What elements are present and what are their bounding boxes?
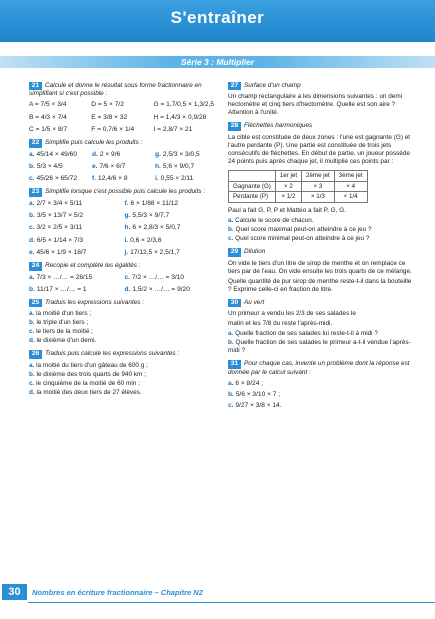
exercise-instruction: Traduis puis calcule les expressions suivantes :: [45, 350, 180, 358]
exercise-number: 22: [29, 139, 42, 147]
table-row: Perdante (P) × 1/2 × 1/3 × 1/4: [229, 192, 368, 203]
exercise-instruction: Simplifie puis calcule les produits :: [45, 139, 143, 147]
expression: d. 6/5 × 1/14 × 7/3: [29, 236, 84, 244]
expression: b. 5/6 × 3/10 × 7 ;: [228, 390, 281, 398]
expression: a. 7/3 × …/… = 28/15: [29, 273, 93, 281]
exercise-number: 30: [228, 299, 241, 307]
table-row: Gagnante (G) × 2 × 3 × 4: [229, 181, 368, 192]
exercise-instruction: Calcule et donne le résultat sous forme fractionnaire en simplifiant si c'est possible :: [29, 82, 202, 98]
expression: A = 7/5 × 3/4: [29, 101, 67, 109]
expression: c. 7/2 × …/… = 3/10: [124, 273, 185, 281]
expression: B = 4/3 × 7/4: [29, 113, 67, 121]
exercise-instruction: Simplifie lorsque c'est possible puis calcule les produits :: [45, 188, 205, 196]
exercise-text: Un primeur a vendu les 2/3 de ses salades le: [228, 310, 356, 318]
chapter-footer: Nombres en écriture fractionnaire – Chapitre N2: [32, 588, 203, 597]
exercise-24: [29, 262, 214, 294]
exercise-text: La cible est constituée de deux zones : l'une est gagnante (G) et l'autre perdante (P). Une partie est constituée de trois jets consécutifs de fléchettes. En début de partie, un joueur possède 24 points puis après chaque jet, il multiplie ces points par :: [228, 133, 411, 165]
table-header-row: 1er jet 2ème jet 3ème jet: [229, 170, 368, 181]
expression: D = 5 × 7/2: [91, 101, 124, 109]
expression-grid: [29, 151, 214, 184]
expression: h. 5,6 × 9/0,7: [155, 162, 195, 170]
expression: F = 0,7/6 × 1/4: [91, 125, 135, 133]
expression: f. 6 × 1/88 × 11/12: [124, 199, 179, 207]
expression: e. 7/6 × 6/7: [92, 162, 126, 170]
question: b. Quelle fraction de ses salades le primeur a-t-il vendue l'après-midi ?: [228, 339, 411, 355]
expression: i. 0,6 × 2/3,6: [124, 236, 162, 244]
exercise-29: [228, 248, 412, 293]
list-item: a. la moitié du tiers d'un gâteau de 600 g ;: [29, 361, 148, 369]
exercise-title: Surface d'un champ: [244, 82, 301, 89]
exercise-26: [29, 350, 214, 396]
expression: a. 6 × 8/24 ;: [228, 379, 264, 387]
expression: j. 17/12,5 × 2,5/1,7: [124, 248, 180, 256]
expression: a. 2/7 × 3/4 × 5/11: [29, 199, 83, 207]
exercise-instruction: Recopie et complète les égalités :: [45, 262, 141, 270]
exercise-21: [29, 82, 214, 134]
list-item: c. le cinquième de la moitié de 60 min ;: [29, 379, 140, 387]
exercise-instruction: Traduis les expressions suivantes :: [45, 298, 144, 306]
list-item: b. le triple d'un tiers ;: [29, 319, 89, 327]
exercise-title: Au vert: [244, 298, 265, 306]
exercise-question: Quelle quantité de pur sirop de menthe reste-t-il dans la bouteille ? Exprime celle-ci en fraction de litre.: [228, 277, 412, 293]
exercise-text: matin et les 7/8 du reste l'après-midi.: [228, 320, 333, 328]
exercise-number: 27: [228, 82, 241, 90]
exercise-text: On vide le tiers d'un litre de sirop de menthe et on remplace ce tiers par de l'eau. On vide ensuite les trois quarts de ce mélange.: [228, 259, 412, 275]
expression: C = 1/5 × 8/7: [29, 125, 68, 133]
exercise-number: 26: [29, 350, 42, 358]
question: a. Quelle fraction de ses salades lui reste-t-il à midi ?: [228, 330, 378, 338]
exercise-number: 31: [228, 360, 241, 368]
expression: b. 5/3 × 4/5: [29, 162, 63, 170]
expression: I = 2,8/7 × 21: [153, 125, 193, 133]
list-item: b. le dixième des trois quarts de 940 km ;: [29, 370, 146, 378]
score-table: [228, 170, 368, 203]
exercise-text: Un champ rectangulaire a les dimensions suivantes : un demi hectomètre et cinq tiers d'hectomètre. Quelle est son aire ? Attention à l'unité.: [228, 93, 403, 117]
exercise-31: [228, 360, 412, 410]
exercise-number: 24: [29, 262, 42, 270]
expression: c. 3/2 × 2/5 × 3/11: [29, 224, 83, 232]
expression: i. 0,55 × 2/11: [155, 175, 194, 183]
exercise-number: 21: [29, 82, 42, 90]
exercise-23: [29, 188, 214, 257]
exercise-instruction: Pour chaque cas, invente un problème dont la réponse est donnée par le calcul suivant :: [228, 360, 410, 376]
series-title: Série 3 : Multiplier: [180, 57, 255, 67]
expression: g. 5,5/3 × 9/7,7: [124, 212, 170, 220]
exercise-22: [29, 139, 214, 183]
expression-grid: [29, 200, 214, 257]
exercise-number: 29: [228, 248, 241, 256]
expression: a. 45/14 × 49/60: [29, 150, 78, 158]
question: a. Calcule le score de chacun.: [228, 217, 314, 225]
expression: G = 1,7/0,5 × 1,3/2,5: [153, 101, 214, 109]
exercise-number: 23: [29, 188, 42, 196]
expression-grid: [29, 101, 214, 134]
expression: c. 9/27 × 3/8 × 14.: [228, 402, 282, 410]
exercise-title: Dilution: [244, 248, 266, 256]
expression: f. 12,4/6 × 8: [92, 175, 128, 183]
expression-grid: [29, 274, 214, 294]
expression: d. 2 × 9/6: [92, 150, 121, 158]
expression: c. 45/26 × 65/72: [29, 175, 78, 183]
page-header: [0, 0, 435, 42]
exercise-25: [29, 299, 214, 345]
footer-divider: [28, 602, 435, 603]
expression: d. 1,5/2 × …/… = 9/20: [124, 285, 190, 293]
list-item: a. la moitié d'un tiers ;: [29, 310, 91, 318]
expression: e. 45/6 × 1/9 × 18/7: [29, 248, 87, 256]
list-item: d. la moitié des deux tiers de 27 élèves.: [29, 388, 142, 396]
left-column: [29, 82, 214, 402]
exercise-30: [228, 299, 412, 355]
series-bar: [0, 56, 435, 68]
expression: b. 11/17 × …/… = 1: [29, 285, 87, 293]
right-column: [228, 82, 412, 415]
exercise-27: [228, 82, 412, 117]
exercise-text: Paul a fait G, P, P et Mattéo a fait P, G, G.: [228, 207, 346, 215]
exercise-28: [228, 122, 412, 243]
expression: h. 6 × 2,8/3 × 5/0,7: [124, 224, 181, 232]
expression: g. 2,5/3 × 3/0,5: [155, 150, 200, 158]
expression: H = 1,4/3 × 0,9/28: [153, 113, 207, 121]
page-number: 30: [2, 584, 27, 600]
question: b. Quel score maximal peut-on atteindre à ce jeu ?: [228, 226, 372, 234]
expression: E = 3/8 × 32: [91, 113, 128, 121]
list-item: c. le tiers de la moitié ;: [29, 328, 93, 336]
exercise-number: 28: [228, 122, 241, 130]
page-title: S'entraîner: [170, 8, 265, 27]
list-item: d. le dixième d'un demi.: [29, 337, 97, 345]
question: c. Quel score minimal peut-on atteindre à ce jeu ?: [228, 235, 370, 243]
exercise-title: Fléchettes harmoniques: [244, 122, 313, 130]
exercise-number: 25: [29, 299, 42, 307]
expression: b. 3/5 × 13/7 × 5/2: [29, 212, 84, 220]
